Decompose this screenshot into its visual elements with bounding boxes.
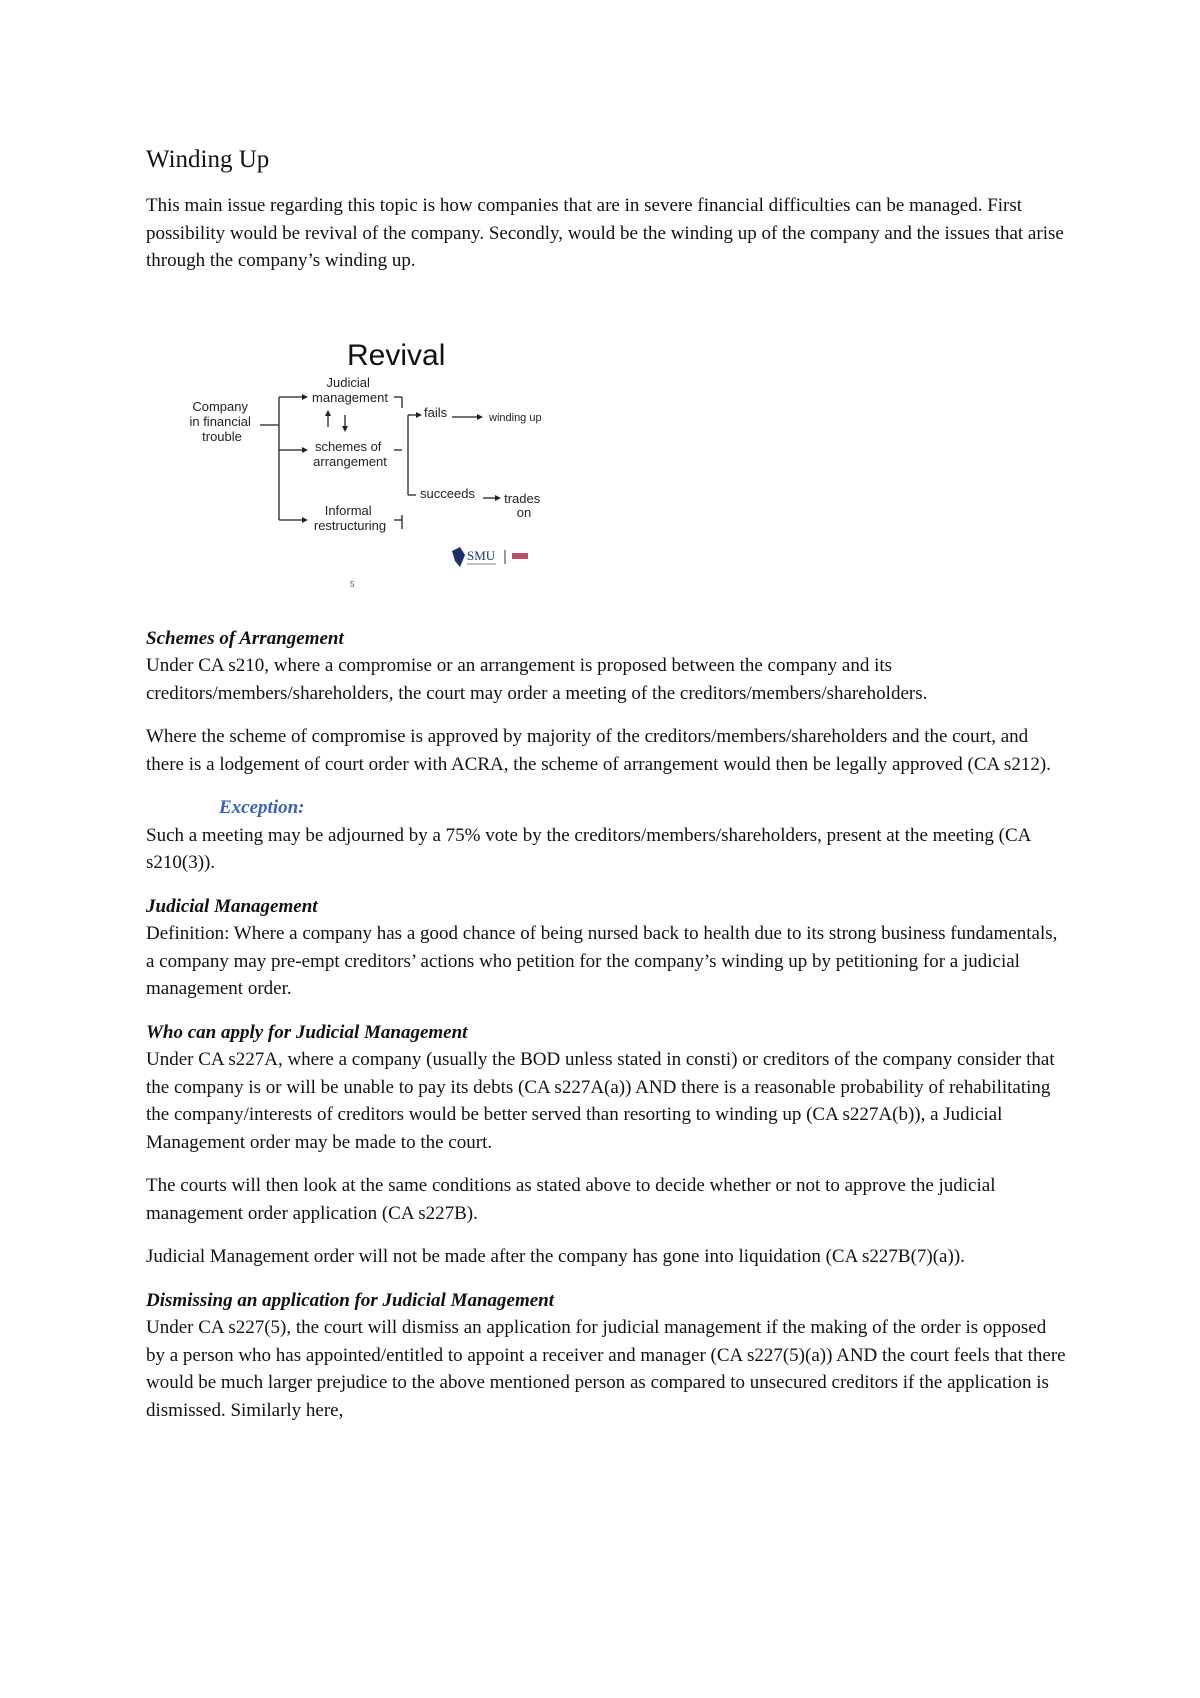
dismissing-paragraph: Under CA s227(5), the court will dismiss an application for judicial management if the making of the order is opposed by a person who has appointed/entitled to appoint a receiver and manager (CA s227(5)(a)) AND the court feels that there would be much larger prejudice to the above mentioned person as compared to unsecured creditors if the application is dismissed. Similarly here, (146, 1317, 1066, 1421)
schemes-heading: Schemes of Arrangement (146, 627, 344, 649)
judicial-section (146, 893, 1066, 1003)
diagram-node-schemes: schemes of arrangement (313, 438, 387, 469)
who-can-apply-paragraph-2: The courts will then look at the same conditions as stated above to decide whether or not to approve the judicial management order application (CA s227B). (146, 1175, 996, 1224)
schemes-paragraph-2: Where the scheme of compromise is approved by majority of the creditors/members/shareholders and the court, and there is a lodgement of court order with ACRA, the scheme of arrangement would then be legally approved (CA s212). (146, 726, 1051, 775)
diagram-node-informal: Informal restructuring (313, 502, 387, 533)
diagram-start-node: Company in financial trouble (189, 398, 251, 444)
who-can-apply-heading: Who can apply for Judicial Management (146, 1021, 468, 1043)
slide-number: 5 (350, 579, 355, 589)
who-can-apply-paragraph-3: Judicial Management order will not be made after the company has gone into liquidation (CA s227B(7)(a)). (146, 1246, 965, 1267)
intro-paragraph: This main issue regarding this topic is how companies that are in severe financial difficulties can be managed. First possibility would be revival of the company. Secondly, would be the winding up of the company and the issues that arise through the company’s winding up. (146, 195, 1064, 271)
diagram-node-fails: fails (424, 404, 448, 420)
schemes-paragraph-1: Under CA s210, where a compromise or an arrangement is proposed between the company and its creditors/members/shareholders, the court may order a meeting of the creditors/members/shareholders. (146, 655, 928, 704)
who-can-apply-paragraph-1: Under CA s227A, where a company (usually the BOD unless stated in consti) or creditors of the company consider that the company is or will be unable to pay its debts (CA s227A(a)) AND there is a reasonable probability of rehabilitating the company/interests of creditors would be better served than resorting to winding up (CA s227A(b)), a Judicial Management order may be made to the court. (146, 1049, 1055, 1153)
diagram-title: Revival (347, 338, 446, 372)
who-can-apply-section (146, 1019, 1066, 1157)
revival-diagram-svg (162, 315, 582, 605)
diagram-node-trades-on: trades on (504, 490, 541, 520)
diagram-node-winding-up: winding up (489, 411, 542, 424)
page-title: Winding Up (146, 146, 270, 173)
svg-text:SMU: SMU (467, 547, 496, 563)
exception-text: Such a meeting may be adjourned by a 75% vote by the creditors/members/shareholders, present at the meeting (CA s210(3)). (146, 824, 1031, 873)
dismissing-heading: Dismissing an application for Judicial Management (146, 1289, 555, 1311)
diagram-node-judicial: Judicial management (312, 374, 388, 405)
dismissing-section (146, 1287, 1066, 1425)
judicial-heading: Judicial Management (146, 895, 318, 917)
exception-section (146, 794, 1066, 877)
judicial-definition: Definition: Where a company has a good chance of being nursed back to health due to its strong business fundamentals, a company may pre-empt creditors’ actions who petition for the company’s winding up by petitioning for a judicial management order. (146, 923, 1058, 999)
exception-label: Exception: (219, 797, 305, 818)
smu-logo (452, 547, 528, 567)
diagram-node-succeeds: succeeds (420, 485, 475, 501)
schemes-section (146, 625, 1066, 708)
document-page (146, 146, 1066, 1440)
revival-diagram (162, 315, 582, 605)
